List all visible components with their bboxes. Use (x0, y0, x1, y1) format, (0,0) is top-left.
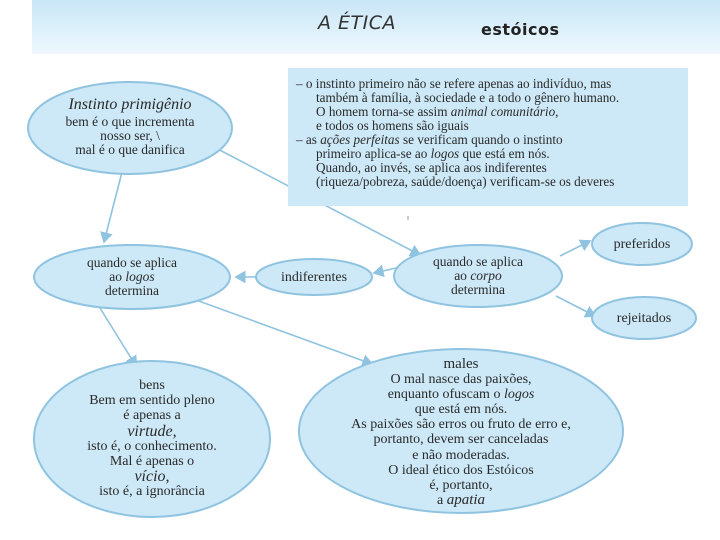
note-line-7: Quando, ao invés, se aplica aos indiferentes (316, 160, 547, 175)
logos-text: quando se aplica ao logos determina (87, 255, 177, 298)
page-title: A ÉTICA (318, 12, 397, 34)
note-line-2: também à família, à sociedade e a todo o gênero humano. (316, 90, 620, 105)
notes-box (288, 68, 688, 206)
instinto-body: bem é o que incrementa nosso ser, \ mal é o que danifica (65, 114, 195, 157)
note-line-6: primeiro aplica-se ao logos que está em nós. (316, 146, 550, 161)
rejeitados-label: rejeitados (616, 311, 672, 326)
preferidos-label: preferidos (613, 237, 671, 252)
arrow-instinto-to-logos (104, 172, 122, 242)
note-line-8: (riqueza/pobreza, saúde/doença) verificam-se os deveres (316, 174, 615, 189)
arrow-corpo-to-rejeitados (556, 296, 595, 316)
page-subtitle: estóicos (481, 20, 560, 39)
note-line-3: O homem torna-se assim animal comunitário, (316, 104, 559, 119)
arrow-logos-to-bens (100, 308, 136, 366)
note-line-1: – o instinto primeiro não se refere apenas ao indivíduo, mas (296, 76, 612, 91)
males-text: males O mal nasce das paixões, enquanto ofuscam o logos que está em nós. As paixões são erros ou fruto de erro e, portanto, devem ser canceladas e não moderadas. O ideal ético dos Estóicos é, portanto, a apatia (351, 356, 571, 508)
indiferentes-label: indiferentes (280, 270, 348, 285)
corpo-text: quando se aplica ao corpo determina (433, 254, 523, 297)
instinto-title: Instinto primigênio (68, 96, 192, 113)
bens-text: bens Bem em sentido pleno é apenas a virtude, isto é, o conhecimento. Mal é apenas o vício, isto é, a ignorância (87, 378, 217, 500)
arrow-corpo-to-preferidos (560, 241, 590, 256)
note-line-5: – as ações perfeitas se verificam quando o instinto (296, 132, 563, 147)
note-line-4: e todos os homens são iguais (316, 118, 469, 133)
arrow-logos-to-males (196, 300, 372, 364)
arrow-corpo-to-indiferentes (374, 268, 396, 273)
